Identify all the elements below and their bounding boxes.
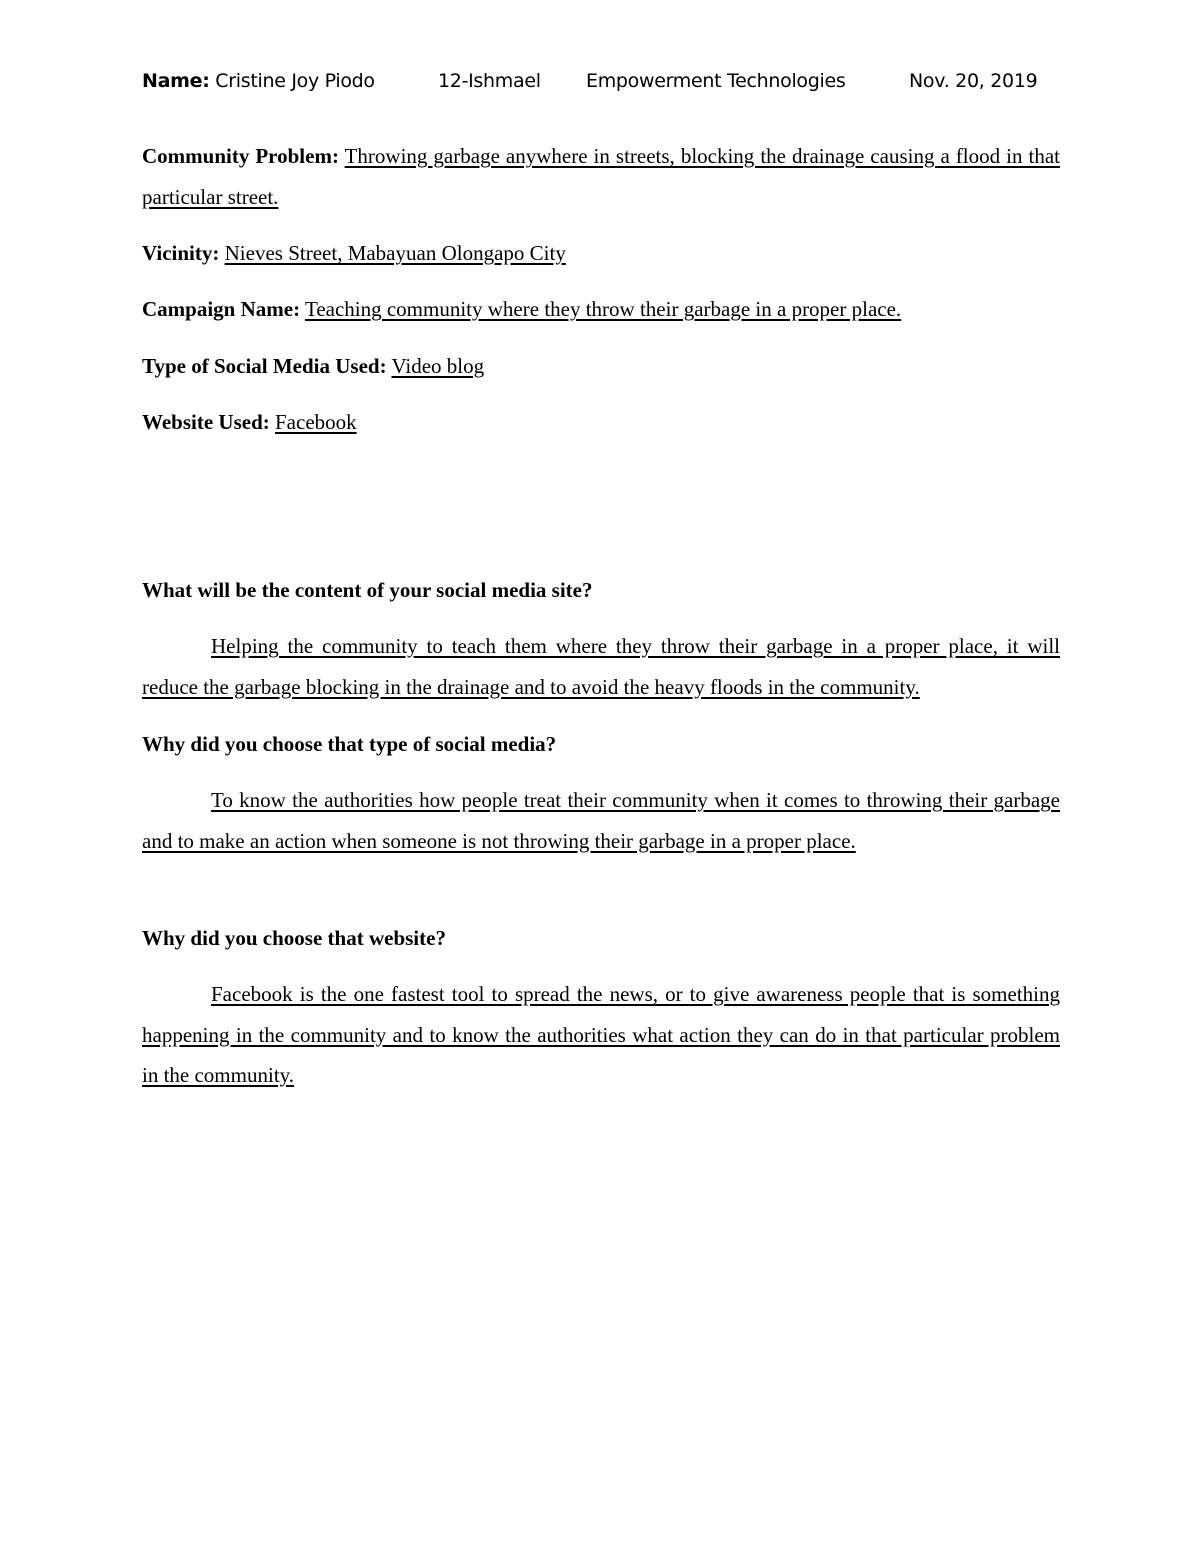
community-problem-label: Community Problem: — [142, 144, 339, 168]
community-problem-value: Throwing garbage anywhere in streets, blocking the drainage causing a flood in that particular street. — [142, 144, 1060, 209]
vicinity-field — [142, 239, 1060, 267]
question-social-media-type: Why did you choose that type of social media? — [142, 732, 557, 756]
date: Nov. 20, 2019 — [909, 70, 1038, 92]
section: 12-Ishmael — [438, 70, 541, 92]
social-media-type-label: Type of Social Media Used: — [142, 354, 387, 378]
question-website: Why did you choose that website? — [142, 926, 446, 950]
campaign-name-field — [142, 295, 1060, 323]
campaign-name-label: Campaign Name: — [142, 297, 301, 321]
answer-social-media-type-text: To know the authorities how people treat their community when it comes to throwing their garbage and to make an action when someone is not throwing their garbage in a proper place. — [142, 788, 1060, 853]
website-label: Website Used: — [142, 410, 270, 434]
community-problem-field — [142, 136, 1060, 217]
name-label: Name: — [142, 70, 210, 92]
answer-content-text: Helping the community to teach them where they throw their garbage in a proper place, it will reduce the garbage blocking in the drainage and to avoid the heavy floods in the community. — [142, 634, 1060, 699]
student-name — [142, 70, 375, 92]
answer-website-text: Facebook is the one fastest tool to spread the news, or to give awareness people that is something happening in the community and to know the authorities what action they can do in that particular problem in the community. — [142, 982, 1060, 1087]
answer-social-media-type — [142, 780, 1060, 861]
name-value: Cristine Joy Piodo — [215, 70, 375, 92]
website-value: Facebook — [275, 410, 357, 434]
question-content: What will be the content of your social media site? — [142, 578, 593, 602]
answer-content — [142, 626, 1060, 707]
answer-website — [142, 974, 1060, 1096]
vicinity-value: Nieves Street, Mabayuan Olongapo City — [224, 241, 566, 265]
subject: Empowerment Technologies — [586, 70, 846, 92]
document-header — [142, 70, 1060, 100]
vicinity-label: Vicinity: — [142, 241, 220, 265]
social-media-type-field — [142, 352, 1060, 380]
campaign-name-value: Teaching community where they throw their garbage in a proper place. — [304, 297, 902, 321]
social-media-type-value: Video blog — [391, 354, 485, 378]
website-field — [142, 408, 1060, 436]
